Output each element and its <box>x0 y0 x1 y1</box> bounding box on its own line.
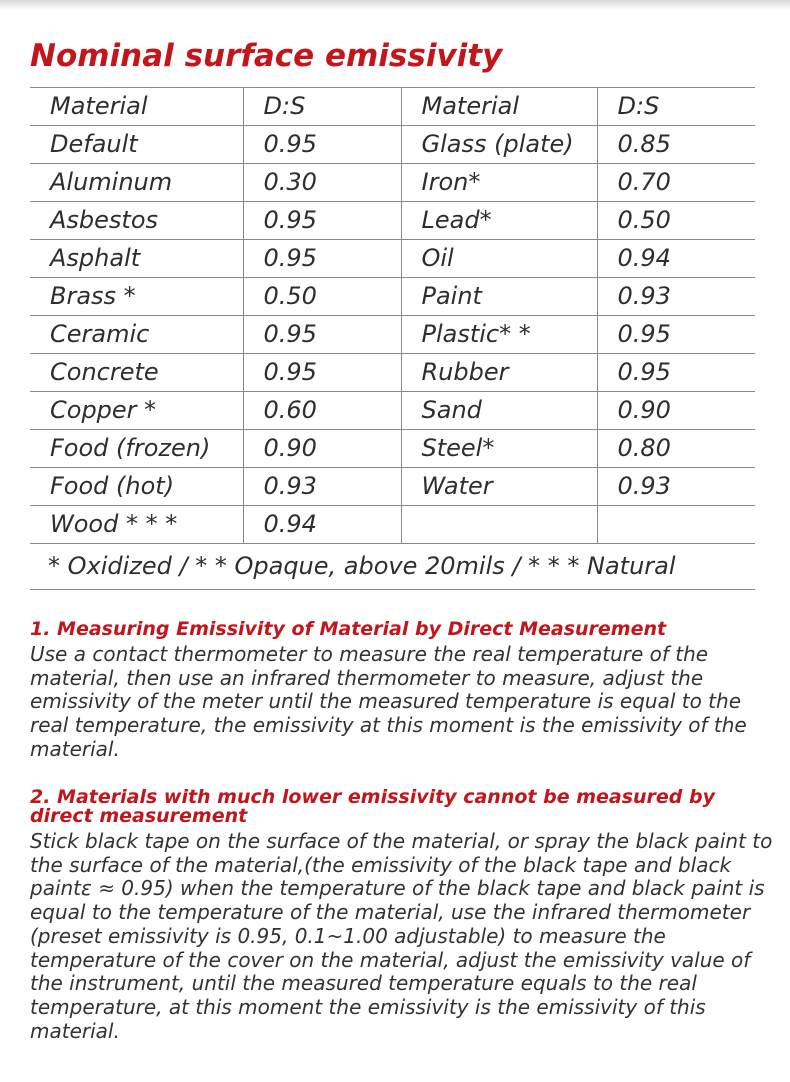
cell-ds: 0.95 <box>243 354 401 392</box>
cell-material: Food (frozen) <box>30 430 243 468</box>
table-row <box>30 354 755 392</box>
cell-ds: 0.70 <box>597 164 755 202</box>
cell-material: Asbestos <box>30 202 243 240</box>
cell-ds: 0.50 <box>243 278 401 316</box>
cell-ds: 0.85 <box>597 126 755 164</box>
cell-ds: 0.95 <box>597 354 755 392</box>
header-ds-left: D:S <box>243 88 401 126</box>
table-row <box>30 240 755 278</box>
table-footnote-row <box>30 544 755 590</box>
cell-material: Asphalt <box>30 240 243 278</box>
header-ds-right: D:S <box>597 88 755 126</box>
table-row <box>30 126 755 164</box>
cell-ds: 0.90 <box>243 430 401 468</box>
table-row <box>30 468 755 506</box>
cell-material: Aluminum <box>30 164 243 202</box>
section-direct-measurement <box>30 620 775 762</box>
cell-material: Iron* <box>401 164 597 202</box>
table-row <box>30 506 755 544</box>
cell-material: Sand <box>401 392 597 430</box>
cell-material: Wood * * * <box>30 506 243 544</box>
cell-material: Paint <box>401 278 597 316</box>
cell-material: Brass * <box>30 278 243 316</box>
cell-material: Concrete <box>30 354 243 392</box>
cell-ds: 0.93 <box>243 468 401 506</box>
emissivity-table <box>30 87 755 590</box>
cell-ds: 0.60 <box>243 392 401 430</box>
cell-ds: 0.94 <box>243 506 401 544</box>
section-heading: 2. Materials with much lower emissivity cannot be measured by direct measurement <box>30 786 715 827</box>
cell-ds <box>597 506 755 544</box>
cell-material: Glass (plate) <box>401 126 597 164</box>
cell-material: Lead* <box>401 202 597 240</box>
cell-ds: 0.93 <box>597 468 755 506</box>
table-row <box>30 392 755 430</box>
cell-ds: 0.30 <box>243 164 401 202</box>
section-low-emissivity <box>30 788 775 1043</box>
cell-ds: 0.94 <box>597 240 755 278</box>
cell-ds: 0.95 <box>243 202 401 240</box>
table-row <box>30 164 755 202</box>
page-title: Nominal surface emissivity <box>30 38 503 74</box>
cell-ds: 0.80 <box>597 430 755 468</box>
section-body: Use a contact thermometer to measure the real temperature of the material, then use an infrared thermometer to measure, adjust the emissivity of the meter until the measured temperature is equal to the real temperature, the emissivity at this moment is the emissivity of the material. <box>30 642 747 761</box>
cell-material: Plastic* * <box>401 316 597 354</box>
table-body <box>30 88 755 590</box>
cell-material: Oil <box>401 240 597 278</box>
cell-ds: 0.90 <box>597 392 755 430</box>
cell-material: Copper * <box>30 392 243 430</box>
header-material-left: Material <box>30 88 243 126</box>
cell-material <box>401 506 597 544</box>
cell-ds: 0.95 <box>243 240 401 278</box>
cell-material: Default <box>30 126 243 164</box>
cell-material: Ceramic <box>30 316 243 354</box>
table-row <box>30 278 755 316</box>
section-body: Stick black tape on the surface of the material, or spray the black paint to the surface of the material,(the emissivity of the black tape and black paintε ≈ 0.95) when the temperature of the black tape and black paint is equal to the temperature of the material, use the infrared thermometer (preset emissivity is 0.95, 0.1~1.00 adjustable) to measure the temperature of the cover on the material, adjust the emissivity value of the instrument, until the measured temperature equals to the real temperature, at this moment the emissivity is the emissivity of this material. <box>30 829 773 1043</box>
section-heading: 1. Measuring Emissivity of Material by Direct Measurement <box>30 618 667 640</box>
header-material-right: Material <box>401 88 597 126</box>
table-row <box>30 202 755 240</box>
cell-material: Rubber <box>401 354 597 392</box>
cell-ds: 0.93 <box>597 278 755 316</box>
table-footnote: * Oxidized / * * Opaque, above 20mils / * * * Natural <box>30 544 755 590</box>
cell-ds: 0.95 <box>243 126 401 164</box>
table-header-row <box>30 88 755 126</box>
cell-ds: 0.95 <box>243 316 401 354</box>
table-row <box>30 316 755 354</box>
cell-material: Food (hot) <box>30 468 243 506</box>
cell-material: Steel* <box>401 430 597 468</box>
cell-ds: 0.95 <box>597 316 755 354</box>
table-row <box>30 430 755 468</box>
cell-material: Water <box>401 468 597 506</box>
cell-ds: 0.50 <box>597 202 755 240</box>
top-shadow <box>0 0 790 10</box>
